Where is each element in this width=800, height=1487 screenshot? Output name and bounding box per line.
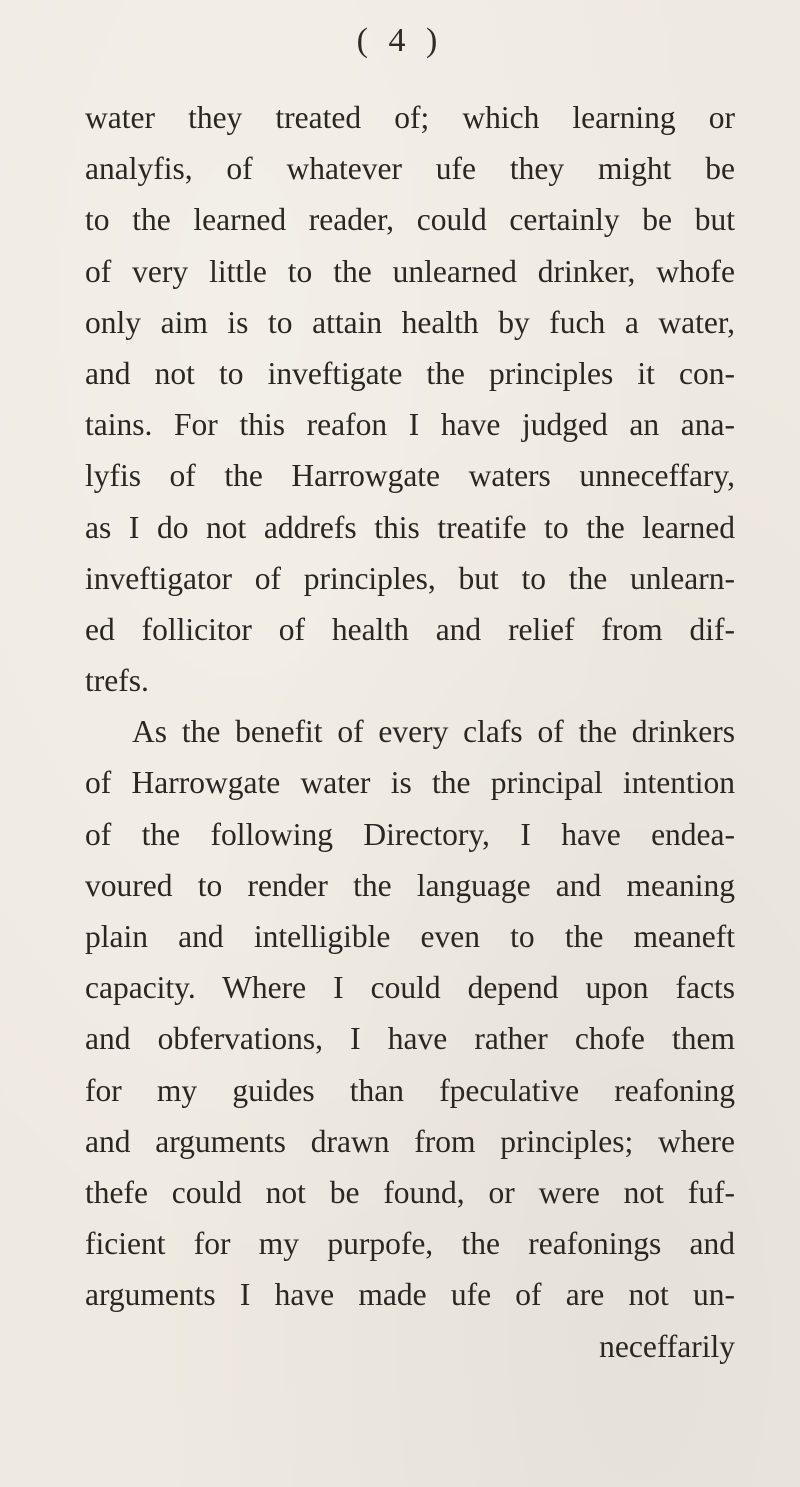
text-line: tains. For this reafon I have judged an ana-: [85, 407, 735, 443]
text-line: inveftigator of principles, but to the unlearn-: [85, 560, 735, 596]
text-line: water they treated of; which learning or: [85, 100, 735, 135]
text-line: trefs.: [85, 663, 149, 699]
text-line: and obfervations, I have rather chofe them: [85, 1021, 735, 1057]
page-number: ( 4 ): [356, 22, 444, 59]
paragraph-start-line: As the benefit of every clafs of the drinkers: [132, 714, 735, 750]
text-line: of Harrowgate water is the principal intention: [85, 765, 735, 801]
text-line: only aim is to attain health by fuch a water,: [85, 304, 735, 340]
text-line: and not to inveftigate the principles it con-: [85, 355, 735, 391]
text-line: lyfis of the Harrowgate waters unneceffary,: [85, 458, 735, 494]
text-line: plain and intelligible even to the meaneft: [85, 919, 735, 954]
text-line: voured to render the language and meaning: [85, 867, 735, 903]
text-line: and arguments drawn from principles; where: [85, 1123, 735, 1159]
text-line: analyfis, of whatever ufe they might be: [85, 151, 735, 187]
text-line: arguments I have made ufe of are not un-: [85, 1277, 735, 1313]
text-line: for my guides than fpeculative reafoning: [85, 1072, 735, 1108]
text-line: ed follicitor of health and relief from dif-: [85, 611, 735, 647]
text-line: of very little to the unlearned drinker, whofe: [85, 253, 735, 289]
text-line: thefe could not be found, or were not fuf-: [85, 1174, 735, 1210]
text-line: to the learned reader, could certainly be but: [85, 202, 735, 238]
text-line: ficient for my purpofe, the reafonings and: [85, 1226, 735, 1262]
body-text: [85, 92, 735, 1372]
text-line: capacity. Where I could depend upon facts: [85, 970, 735, 1006]
catchword: neceffarily: [599, 1328, 735, 1364]
text-line: of the following Directory, I have endea-: [85, 816, 735, 852]
text-line: as I do not addrefs this treatife to the learned: [85, 509, 735, 545]
